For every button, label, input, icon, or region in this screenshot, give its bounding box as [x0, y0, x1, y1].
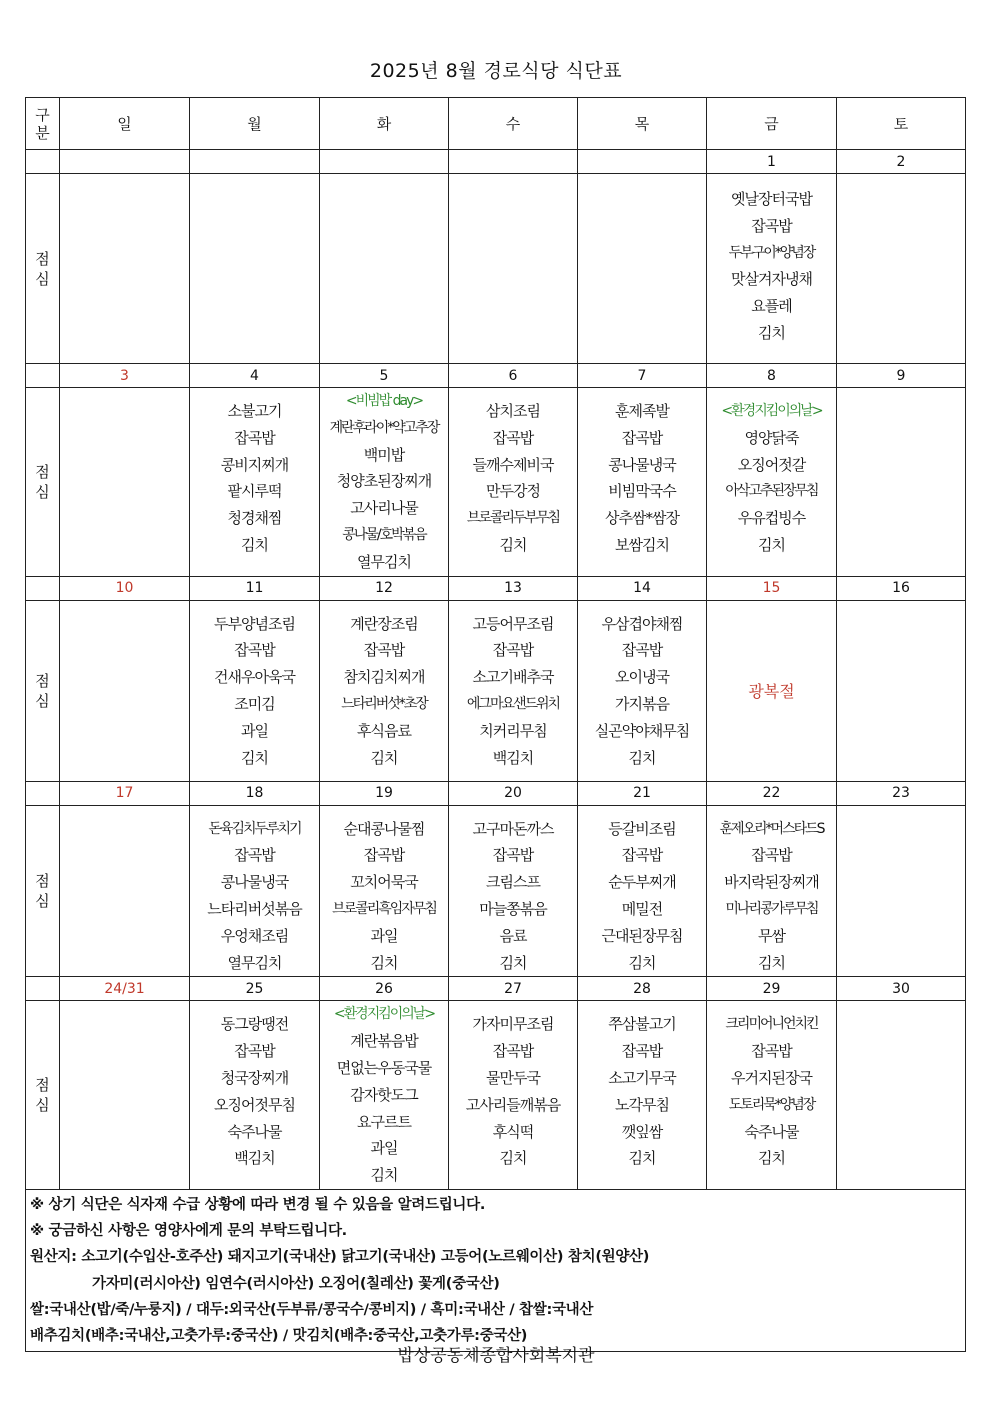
menu-item: 꼬치어묵국 — [350, 873, 418, 892]
menu-item: 우엉채조림 — [220, 926, 289, 945]
menu-item: 잡곡밥 — [621, 428, 663, 447]
menu-list — [449, 388, 577, 559]
date-cell-fri: 15 — [707, 576, 837, 600]
day-header-wed: 수 — [449, 98, 578, 150]
menu-item: 김치 — [628, 748, 656, 767]
menu-item: 김치 — [370, 748, 398, 767]
menu-item: 계란장조림 — [350, 614, 418, 633]
date-cell-sat: 30 — [837, 977, 966, 1001]
menu-item: 김치 — [499, 1149, 527, 1168]
menu-item: 돈육김치두루치기 — [208, 820, 301, 837]
menu-item: 김치 — [499, 535, 527, 554]
menu-item: 음료 — [499, 926, 527, 945]
menu-item: 우거지된장국 — [731, 1068, 812, 1087]
menu-item: 잡곡밥 — [363, 641, 405, 660]
menu-list — [190, 1001, 319, 1172]
note-origin-4: 배추김치(배추:국내산,고춧가루:중국산) / 맛김치(배추:중국산,고춧가루:중국산) — [30, 1327, 528, 1344]
menu-list — [449, 806, 577, 977]
date-cell-thu — [578, 150, 707, 174]
menu-item: 면없는우동국물 — [336, 1058, 432, 1077]
date-cell-fri: 29 — [707, 977, 837, 1001]
day-header-sat: 토 — [837, 98, 966, 150]
lunch-label-char: 점 — [35, 671, 50, 690]
menu-item: 김치 — [370, 1166, 398, 1185]
menu-item: 청경채찜 — [227, 509, 282, 528]
menu-item: 청국장찌개 — [220, 1068, 289, 1087]
menu-cell-sat — [837, 805, 966, 977]
menu-item: 소고기배추국 — [472, 668, 554, 687]
menu-list — [707, 806, 836, 977]
date-cell-sun — [60, 150, 190, 174]
menu-cell-sun — [60, 388, 190, 577]
menu-item: 고사리들깨볶음 — [465, 1095, 561, 1114]
menu-item: 옛날장터국밥 — [731, 190, 812, 208]
header-row — [26, 98, 966, 150]
menu-item: 가지볶음 — [615, 694, 669, 713]
menu-item: 근대된장무침 — [601, 926, 683, 945]
menu-item: 잡곡밥 — [492, 1042, 534, 1061]
menu-item: 콩나물/호박볶음 — [342, 526, 426, 543]
menu-item: 숙주나물 — [744, 1122, 799, 1141]
menu-item: 김치 — [499, 953, 527, 972]
menu-item: 잡곡밥 — [621, 846, 663, 865]
menu-cell-wed — [449, 805, 578, 977]
menu-item: 크림스프 — [486, 873, 540, 892]
date-cell-wed: 6 — [449, 364, 578, 388]
menu-item: 우유컵빙수 — [737, 509, 806, 528]
date-cell-mon — [190, 150, 320, 174]
lunch-label-char: 심 — [35, 269, 50, 288]
menu-item: 실곤약야채무침 — [594, 721, 690, 740]
menu-cell-mon — [190, 1001, 320, 1190]
menu-list — [320, 806, 448, 977]
menu-item: 김치 — [628, 953, 656, 972]
note-origin-1: 원산지: 소고기(수입산-호주산) 돼지고기(국내산) 닭고기(국내산) 고등어(노르웨이산) 참치(원양산) — [30, 1249, 650, 1266]
date-cell-mon: 25 — [190, 977, 320, 1001]
menu-item: 치커리무침 — [479, 721, 547, 740]
lunch-label-char: 심 — [35, 1096, 50, 1115]
menu-list — [449, 601, 577, 772]
menu-item: 김치 — [241, 748, 268, 767]
menu-cell-mon — [190, 805, 320, 977]
menu-cell-tue — [320, 174, 449, 364]
menu-item: 잡곡밥 — [234, 1042, 275, 1061]
menu-cell-sun — [60, 1001, 190, 1190]
menu-item: 계란후라이*약고추장 — [329, 419, 439, 436]
menu-item: 잡곡밥 — [492, 846, 534, 865]
menu-item: 쭈삼불고기 — [608, 1015, 676, 1034]
menu-item: 건새우아욱국 — [214, 668, 295, 687]
menu-cell-wed — [449, 388, 578, 577]
date-row-label — [26, 576, 60, 600]
menu-cell-thu — [578, 1001, 707, 1190]
menu-item: 훈제오리*머스타드S — [719, 820, 824, 837]
date-row-label — [26, 781, 60, 805]
menu-item: 후식음료 — [357, 721, 411, 740]
menu-cell-wed — [449, 1001, 578, 1190]
menu-list — [190, 806, 319, 977]
note-change-notice: ※ 상기 식단은 식자재 수급 상황에 따라 변경 될 수 있음을 알려드립니다. — [30, 1196, 486, 1213]
menu-item: 잡곡밥 — [234, 428, 275, 447]
menu-item: 열무김치 — [357, 552, 411, 571]
menu-item: 느타리버섯볶음 — [207, 899, 302, 918]
menu-cell-fri — [707, 600, 837, 781]
date-cell-tue: 5 — [320, 364, 449, 388]
menu-cell-sat — [837, 600, 966, 781]
menu-item: 미나리콩가루무침 — [725, 900, 818, 917]
menu-item: 에그마요샌드위치 — [466, 695, 560, 712]
lunch-row — [26, 1001, 966, 1190]
menu-item: 등갈비조림 — [608, 819, 676, 838]
lunch-label-char: 심 — [35, 482, 50, 501]
menu-item: 마늘쫑볶음 — [479, 899, 547, 918]
lunch-row — [26, 600, 966, 781]
menu-cell-fri — [707, 805, 837, 977]
menu-item: 가자미무조림 — [472, 1015, 554, 1034]
menu-list — [578, 806, 706, 977]
menu-cell-sat — [837, 388, 966, 577]
menu-table — [25, 97, 966, 1352]
lunch-label-char: 심 — [35, 891, 50, 910]
menu-item: 훈제족발 — [615, 402, 669, 420]
menu-item: 순대콩나물찜 — [343, 819, 425, 838]
note-origin-2: 가자미(러시아산) 임연수(러시아산) 오징어(칠레산) 꽃게(중국산) — [92, 1275, 500, 1292]
date-cell-wed: 20 — [449, 781, 578, 805]
menu-item: 느타리버섯*초장 — [341, 695, 427, 712]
menu-list — [578, 388, 706, 559]
lunch-label — [26, 805, 60, 977]
date-cell-sat: 9 — [837, 364, 966, 388]
menu-item: 숙주나물 — [227, 1122, 282, 1141]
menu-list — [578, 601, 706, 772]
menu-cell-tue — [320, 805, 449, 977]
lunch-label — [26, 600, 60, 781]
menu-item: 아삭고추된장무침 — [725, 483, 818, 500]
date-cell-tue: 26 — [320, 977, 449, 1001]
menu-cell-fri — [707, 388, 837, 577]
menu-item: 비빔막국수 — [608, 482, 676, 501]
date-row — [26, 364, 966, 388]
menu-item: 백김치 — [234, 1149, 275, 1168]
gubun-header — [26, 98, 60, 150]
menu-cell-fri — [707, 174, 837, 364]
menu-item: 콩비지찌개 — [220, 455, 289, 474]
menu-item: 바지락된장찌개 — [724, 873, 819, 892]
menu-list — [320, 601, 448, 772]
date-cell-sun: 3 — [60, 364, 190, 388]
date-cell-tue — [320, 150, 449, 174]
lunch-label — [26, 1001, 60, 1190]
menu-item: 백미밥 — [363, 445, 405, 464]
menu-cell-sun — [60, 805, 190, 977]
menu-item: 도토리묵*양념장 — [728, 1096, 815, 1113]
date-row — [26, 781, 966, 805]
notes-row — [26, 1189, 966, 1351]
menu-cell-thu — [578, 388, 707, 577]
menu-item: 콩나물냉국 — [608, 455, 676, 474]
notes-cell — [26, 1189, 966, 1351]
menu-item: <비빔밥 day> — [345, 393, 423, 409]
menu-item: 삼치조림 — [486, 402, 540, 420]
menu-item: 동그랑땡전 — [220, 1015, 289, 1034]
menu-item: <환경지킴이의날> — [333, 1006, 435, 1023]
date-cell-wed: 27 — [449, 977, 578, 1001]
lunch-label-char: 점 — [35, 462, 50, 481]
menu-cell-thu — [578, 600, 707, 781]
menu-item: 물만두국 — [486, 1068, 540, 1087]
menu-cell-mon — [190, 600, 320, 781]
menu-cell-thu — [578, 174, 707, 364]
date-cell-mon: 4 — [190, 364, 320, 388]
gubun-char: 구 — [35, 105, 50, 124]
date-cell-sun: 17 — [60, 781, 190, 805]
date-cell-fri: 1 — [707, 150, 837, 174]
menu-item: 순두부찌개 — [608, 873, 676, 892]
menu-item: 잡곡밥 — [621, 1042, 663, 1061]
menu-item: 김치 — [758, 323, 785, 342]
menu-item: 팥시루떡 — [227, 482, 282, 501]
menu-item: 보쌈김치 — [615, 535, 669, 554]
menu-item: 잡곡밥 — [621, 641, 663, 660]
menu-item: 잡곡밥 — [492, 428, 534, 447]
menu-item: 백김치 — [492, 748, 534, 767]
lunch-label-char: 심 — [35, 691, 50, 710]
menu-item: 김치 — [628, 1149, 656, 1168]
menu-cell-sat — [837, 1001, 966, 1190]
menu-item: 콩나물냉국 — [220, 873, 289, 892]
menu-item: 크리미어니언치킨 — [725, 1016, 818, 1033]
date-cell-thu: 21 — [578, 781, 707, 805]
date-cell-mon: 11 — [190, 576, 320, 600]
menu-cell-sun — [60, 600, 190, 781]
menu-cell-thu — [578, 805, 707, 977]
menu-list — [578, 1001, 706, 1172]
date-cell-wed — [449, 150, 578, 174]
date-cell-wed: 13 — [449, 576, 578, 600]
menu-list — [449, 1001, 577, 1172]
menu-item: 조미김 — [234, 694, 275, 713]
menu-cell-mon — [190, 388, 320, 577]
menu-item: 참치김치찌개 — [343, 668, 425, 687]
gubun-char: 분 — [35, 123, 50, 142]
day-header-fri: 금 — [707, 98, 837, 150]
organization-name: 밥상공동체종합사회복지관 — [397, 1346, 595, 1366]
menu-item: 맛살겨자냉채 — [731, 270, 812, 289]
date-cell-thu: 28 — [578, 977, 707, 1001]
menu-item: 잡곡밥 — [751, 1042, 792, 1061]
menu-item: 김치 — [370, 953, 398, 972]
day-header-thu: 목 — [578, 98, 707, 150]
menu-item: 상추쌈*쌈장 — [605, 509, 679, 528]
lunch-row — [26, 388, 966, 577]
date-row — [26, 977, 966, 1001]
menu-list — [707, 1001, 836, 1172]
menu-item: 김치 — [758, 953, 785, 972]
date-cell-sun: 24/31 — [60, 977, 190, 1001]
date-cell-fri: 22 — [707, 781, 837, 805]
menu-item: 잡곡밥 — [751, 216, 792, 235]
menu-item: 노각무침 — [615, 1095, 669, 1114]
page-title: 2025년 8월 경로식당 식단표 — [369, 60, 623, 82]
date-cell-sun: 10 — [60, 576, 190, 600]
lunch-row — [26, 174, 966, 364]
menu-item: 소불고기 — [227, 402, 282, 420]
menu-item: 무쌈 — [758, 926, 785, 945]
note-inquiry: ※ 궁금하신 사항은 영양사에게 문의 부탁드립니다. — [30, 1223, 347, 1240]
menu-list — [320, 388, 448, 576]
menu-item: 두부구이*양념장 — [728, 244, 815, 261]
menu-item: 두부양념조림 — [214, 614, 295, 633]
menu-item: 과일 — [370, 926, 398, 945]
menu-cell-mon — [190, 174, 320, 364]
menu-list — [707, 388, 836, 559]
menu-item: 김치 — [758, 535, 785, 554]
menu-item: 과일 — [241, 721, 268, 740]
note-origin-3: 쌀:국내산(밥/죽/누룽지) / 대두:외국산(두부류/콩국수/콩비지) / 흑미:국내산 / 찹쌀:국내산 — [30, 1301, 594, 1318]
date-row-label — [26, 364, 60, 388]
menu-item: 잡곡밥 — [234, 641, 275, 660]
lunch-label-char: 점 — [35, 1076, 50, 1095]
menu-item: 오징어젓갈 — [737, 455, 806, 474]
menu-item: 청양초된장찌개 — [336, 472, 432, 491]
menu-item: 요구르트 — [357, 1112, 411, 1131]
date-cell-sat: 16 — [837, 576, 966, 600]
lunch-label — [26, 388, 60, 577]
date-cell-tue: 19 — [320, 781, 449, 805]
menu-item: 감자핫도그 — [350, 1085, 418, 1104]
date-cell-sat: 23 — [837, 781, 966, 805]
menu-item: 잡곡밥 — [751, 846, 792, 865]
day-header-tue: 화 — [320, 98, 449, 150]
menu-list — [320, 1001, 448, 1189]
menu-cell-wed — [449, 174, 578, 364]
date-cell-fri: 8 — [707, 364, 837, 388]
menu-item: 영양닭죽 — [744, 428, 799, 447]
lunch-row — [26, 805, 966, 977]
menu-cell-fri — [707, 1001, 837, 1190]
menu-item: 후식떡 — [492, 1122, 534, 1141]
menu-item: 고사리나물 — [350, 499, 418, 518]
date-row — [26, 150, 966, 174]
menu-cell-sat — [837, 174, 966, 364]
gubun-label — [26, 106, 59, 142]
menu-item: 잡곡밥 — [363, 846, 405, 865]
menu-item: 김치 — [758, 1149, 785, 1168]
menu-item: 브로콜리두부무침 — [466, 510, 560, 527]
menu-cell-tue — [320, 1001, 449, 1190]
day-header-sun: 일 — [60, 98, 190, 150]
menu-item: 과일 — [370, 1139, 398, 1158]
menu-list — [190, 388, 319, 559]
menu-item: 브로콜리흑임자무침 — [332, 900, 436, 917]
date-row — [26, 576, 966, 600]
date-cell-sat: 2 — [837, 150, 966, 174]
menu-cell-tue — [320, 388, 449, 577]
menu-item: 오이냉국 — [615, 668, 669, 687]
menu-item: 들깨수제비국 — [472, 455, 554, 474]
menu-item: 김치 — [241, 535, 268, 554]
day-header-mon: 월 — [190, 98, 320, 150]
menu-cell-sun — [60, 174, 190, 364]
menu-list — [190, 601, 319, 772]
date-cell-thu: 7 — [578, 364, 707, 388]
menu-item: 소고기무국 — [608, 1068, 676, 1087]
date-cell-mon: 18 — [190, 781, 320, 805]
menu-cell-wed — [449, 600, 578, 781]
menu-item: 우삼겹야채찜 — [601, 614, 683, 633]
lunch-label-char: 점 — [35, 249, 50, 268]
menu-item: 메밀전 — [621, 899, 663, 918]
menu-item: 만두강정 — [486, 482, 540, 501]
menu-item: 고구마돈까스 — [472, 819, 554, 838]
menu-item: 계란볶음밥 — [350, 1032, 418, 1051]
menu-item: 깻잎쌈 — [621, 1122, 663, 1141]
date-row-label — [26, 977, 60, 1001]
menu-item: 고등어무조림 — [472, 614, 554, 633]
menu-item: 열무김치 — [227, 953, 282, 972]
menu-cell-tue — [320, 600, 449, 781]
date-row-label — [26, 150, 60, 174]
menu-item: 오징어젓무침 — [214, 1095, 295, 1114]
date-cell-tue: 12 — [320, 576, 449, 600]
menu-item: <환경지킴이의날> — [721, 403, 822, 419]
menu-table-body — [26, 98, 966, 1190]
menu-item: 잡곡밥 — [234, 846, 275, 865]
menu-item: 요플레 — [751, 297, 792, 316]
lunch-label — [26, 174, 60, 364]
menu-list — [707, 174, 836, 347]
lunch-label-char: 점 — [35, 871, 50, 890]
menu-item: 잡곡밥 — [492, 641, 534, 660]
holiday-label: 광복절 — [748, 682, 795, 702]
date-cell-thu: 14 — [578, 576, 707, 600]
